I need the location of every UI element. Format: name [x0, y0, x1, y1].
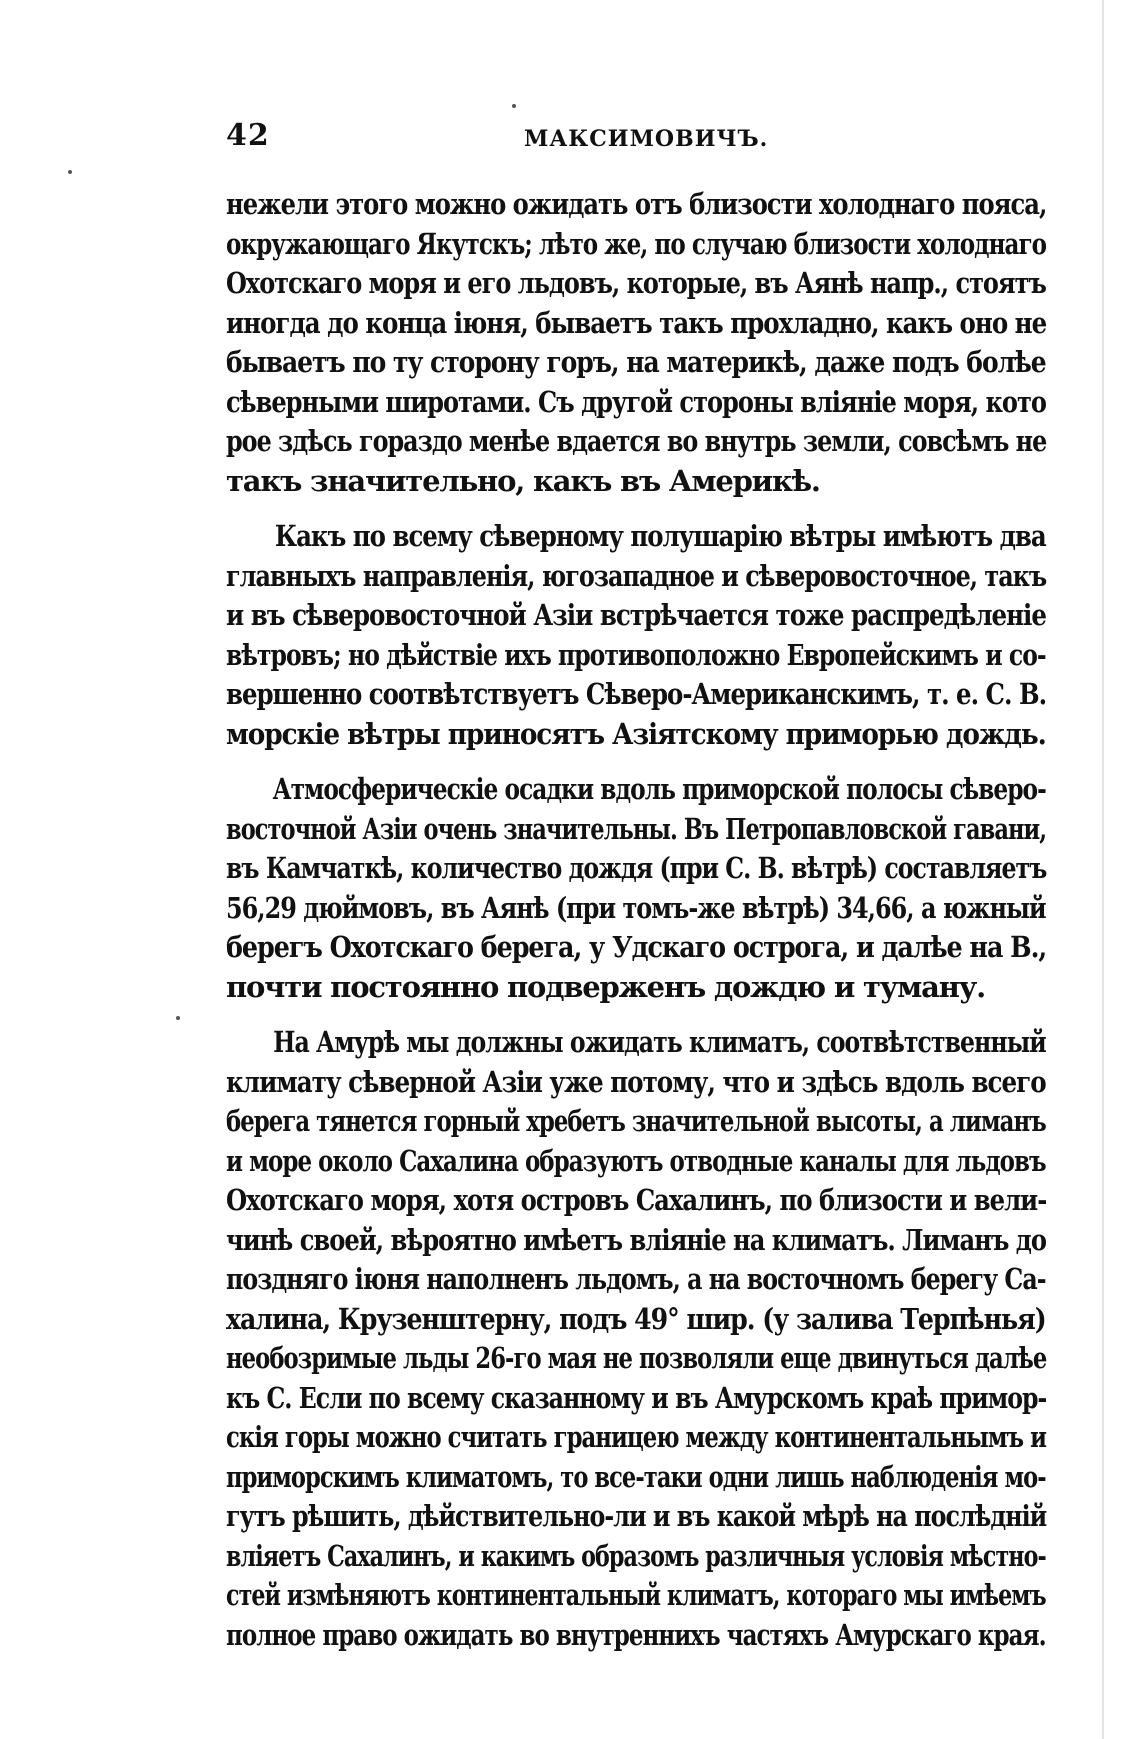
- text-line: гутъ рѣшить, дѣйствительно-ли и въ какой мѣрѣ на послѣдній: [226, 1499, 1047, 1533]
- text-line: стей измѣняютъ континентальный климатъ, котораго мы имѣемъ: [226, 1578, 1046, 1612]
- text-line: главныхъ направленія, югозападное и сѣверовосточное, такъ: [226, 558, 1047, 593]
- text-line: Атмосферическіе осадки вдоль приморской полосы сѣверо-: [272, 772, 1046, 806]
- text-line: вершенно соотвѣтствуетъ Сѣверо-Американскимъ, т. е. С. В.: [226, 677, 1047, 711]
- text-line: въ Камчаткѣ, количество дождя (при С. В. вѣтрѣ) составляетъ: [226, 851, 1047, 885]
- text-line: морскіе вѣтры приносятъ Азіятскому приморью дождь.: [226, 716, 1046, 751]
- text-line: берегъ Охотскаго берега, у Удскаго острога, и далѣе на В.,: [226, 930, 1047, 964]
- text-line: поздняго іюня наполненъ льдомъ, а на восточномъ берегу Са-: [226, 1262, 1046, 1296]
- page-header: [226, 118, 946, 158]
- body-text: [226, 185, 1046, 1655]
- text-line: климату сѣверной Азіи уже потому, что и здѣсь вдоль всего: [226, 1064, 1046, 1099]
- text-line: берега тянется горный хребетъ значительной высоты, а лиманъ: [226, 1104, 1046, 1138]
- text-line: На Амурѣ мы должны ожидать климатъ, соотвѣтственный: [273, 1025, 1046, 1059]
- paragraph: [226, 185, 1046, 501]
- paragraph: [226, 1023, 1046, 1655]
- text-line: къ С. Если по всему сказанному и въ Амурскомъ краѣ примор-: [226, 1380, 1047, 1415]
- text-line: такъ значительно, какъ въ Америкѣ.: [226, 463, 820, 498]
- text-line: полное право ожидать во внутреннихъ частяхъ Амурскаго края.: [226, 1617, 1046, 1652]
- text-line: и въ сѣверовосточной Азіи встрѣчается тоже распредѣленіе: [226, 598, 1046, 632]
- text-line: вѣтровъ; но дѣйствіе ихъ противоположно Европейскимъ и со-: [226, 637, 1046, 672]
- scan-speck: [176, 1016, 180, 1020]
- text-line: халина, Крузенштерну, подъ 49° шир. (у залива Терпѣнья): [226, 1301, 1046, 1336]
- text-line: чинѣ своей, вѣроятно имѣетъ вліяніе на климатъ. Лиманъ до: [226, 1222, 1046, 1257]
- page-number: 42: [226, 118, 270, 153]
- scan-speck: [68, 170, 72, 174]
- text-line: вліяетъ Сахалинъ, и какимъ образомъ различныя условія мѣстно-: [226, 1538, 1046, 1573]
- text-line: бываетъ по ту сторону горъ, на материкѣ, даже подъ болѣе: [226, 345, 1046, 379]
- text-line: сѣверными широтами. Съ другой стороны вліяніе моря, кото: [226, 384, 1046, 419]
- text-line: 56,29 дюймовъ, въ Аянѣ (при томъ-же вѣтрѣ) 34,66, а южный: [226, 890, 1046, 925]
- text-line: необозримые льды 26-го мая не позволяли еще двинуться далѣе: [226, 1341, 1047, 1375]
- text-line: окружающаго Якутскъ; лѣто же, по случаю близости холоднаго: [226, 226, 1047, 261]
- text-line: почти постоянно подверженъ дождю и туману.: [226, 969, 986, 1004]
- running-head: МАКСИМОВИЧЪ.: [524, 126, 769, 152]
- scan-speck: [512, 104, 516, 108]
- text-line: нежели этого можно ожидать отъ близости холоднаго пояса,: [226, 187, 1047, 221]
- paragraph: [226, 770, 1046, 1007]
- paragraph: [226, 517, 1046, 754]
- text-line: Охотскаго моря, хотя островъ Сахалинъ, по близости и вели-: [226, 1183, 1047, 1217]
- text-line: Охотскаго моря и его льдовъ, которые, въ Аянѣ напр., стоятъ: [226, 266, 1046, 300]
- text-line: приморскимъ климатомъ, то все-таки одни лишь наблюденія мо-: [226, 1459, 1046, 1494]
- text-line: восточной Азіи очень значительны. Въ Петропавловской гавани,: [226, 811, 1047, 846]
- text-line: иногда до конца іюня, бываетъ такъ прохладно, какъ оно не: [226, 305, 1047, 340]
- text-line: рое здѣсь гораздо менѣе вдается во внутрь земли, совсѣмъ не: [226, 424, 1047, 458]
- text-line: скія горы можно считать границею между континентальнымъ и: [226, 1420, 1047, 1454]
- text-line: Какъ по всему сѣверному полушарію вѣтры имѣютъ два: [274, 519, 1046, 553]
- scan-edge-line: [1102, 0, 1104, 1739]
- text-line: и море около Сахалина образуютъ отводные каналы для льдовъ: [226, 1143, 1046, 1178]
